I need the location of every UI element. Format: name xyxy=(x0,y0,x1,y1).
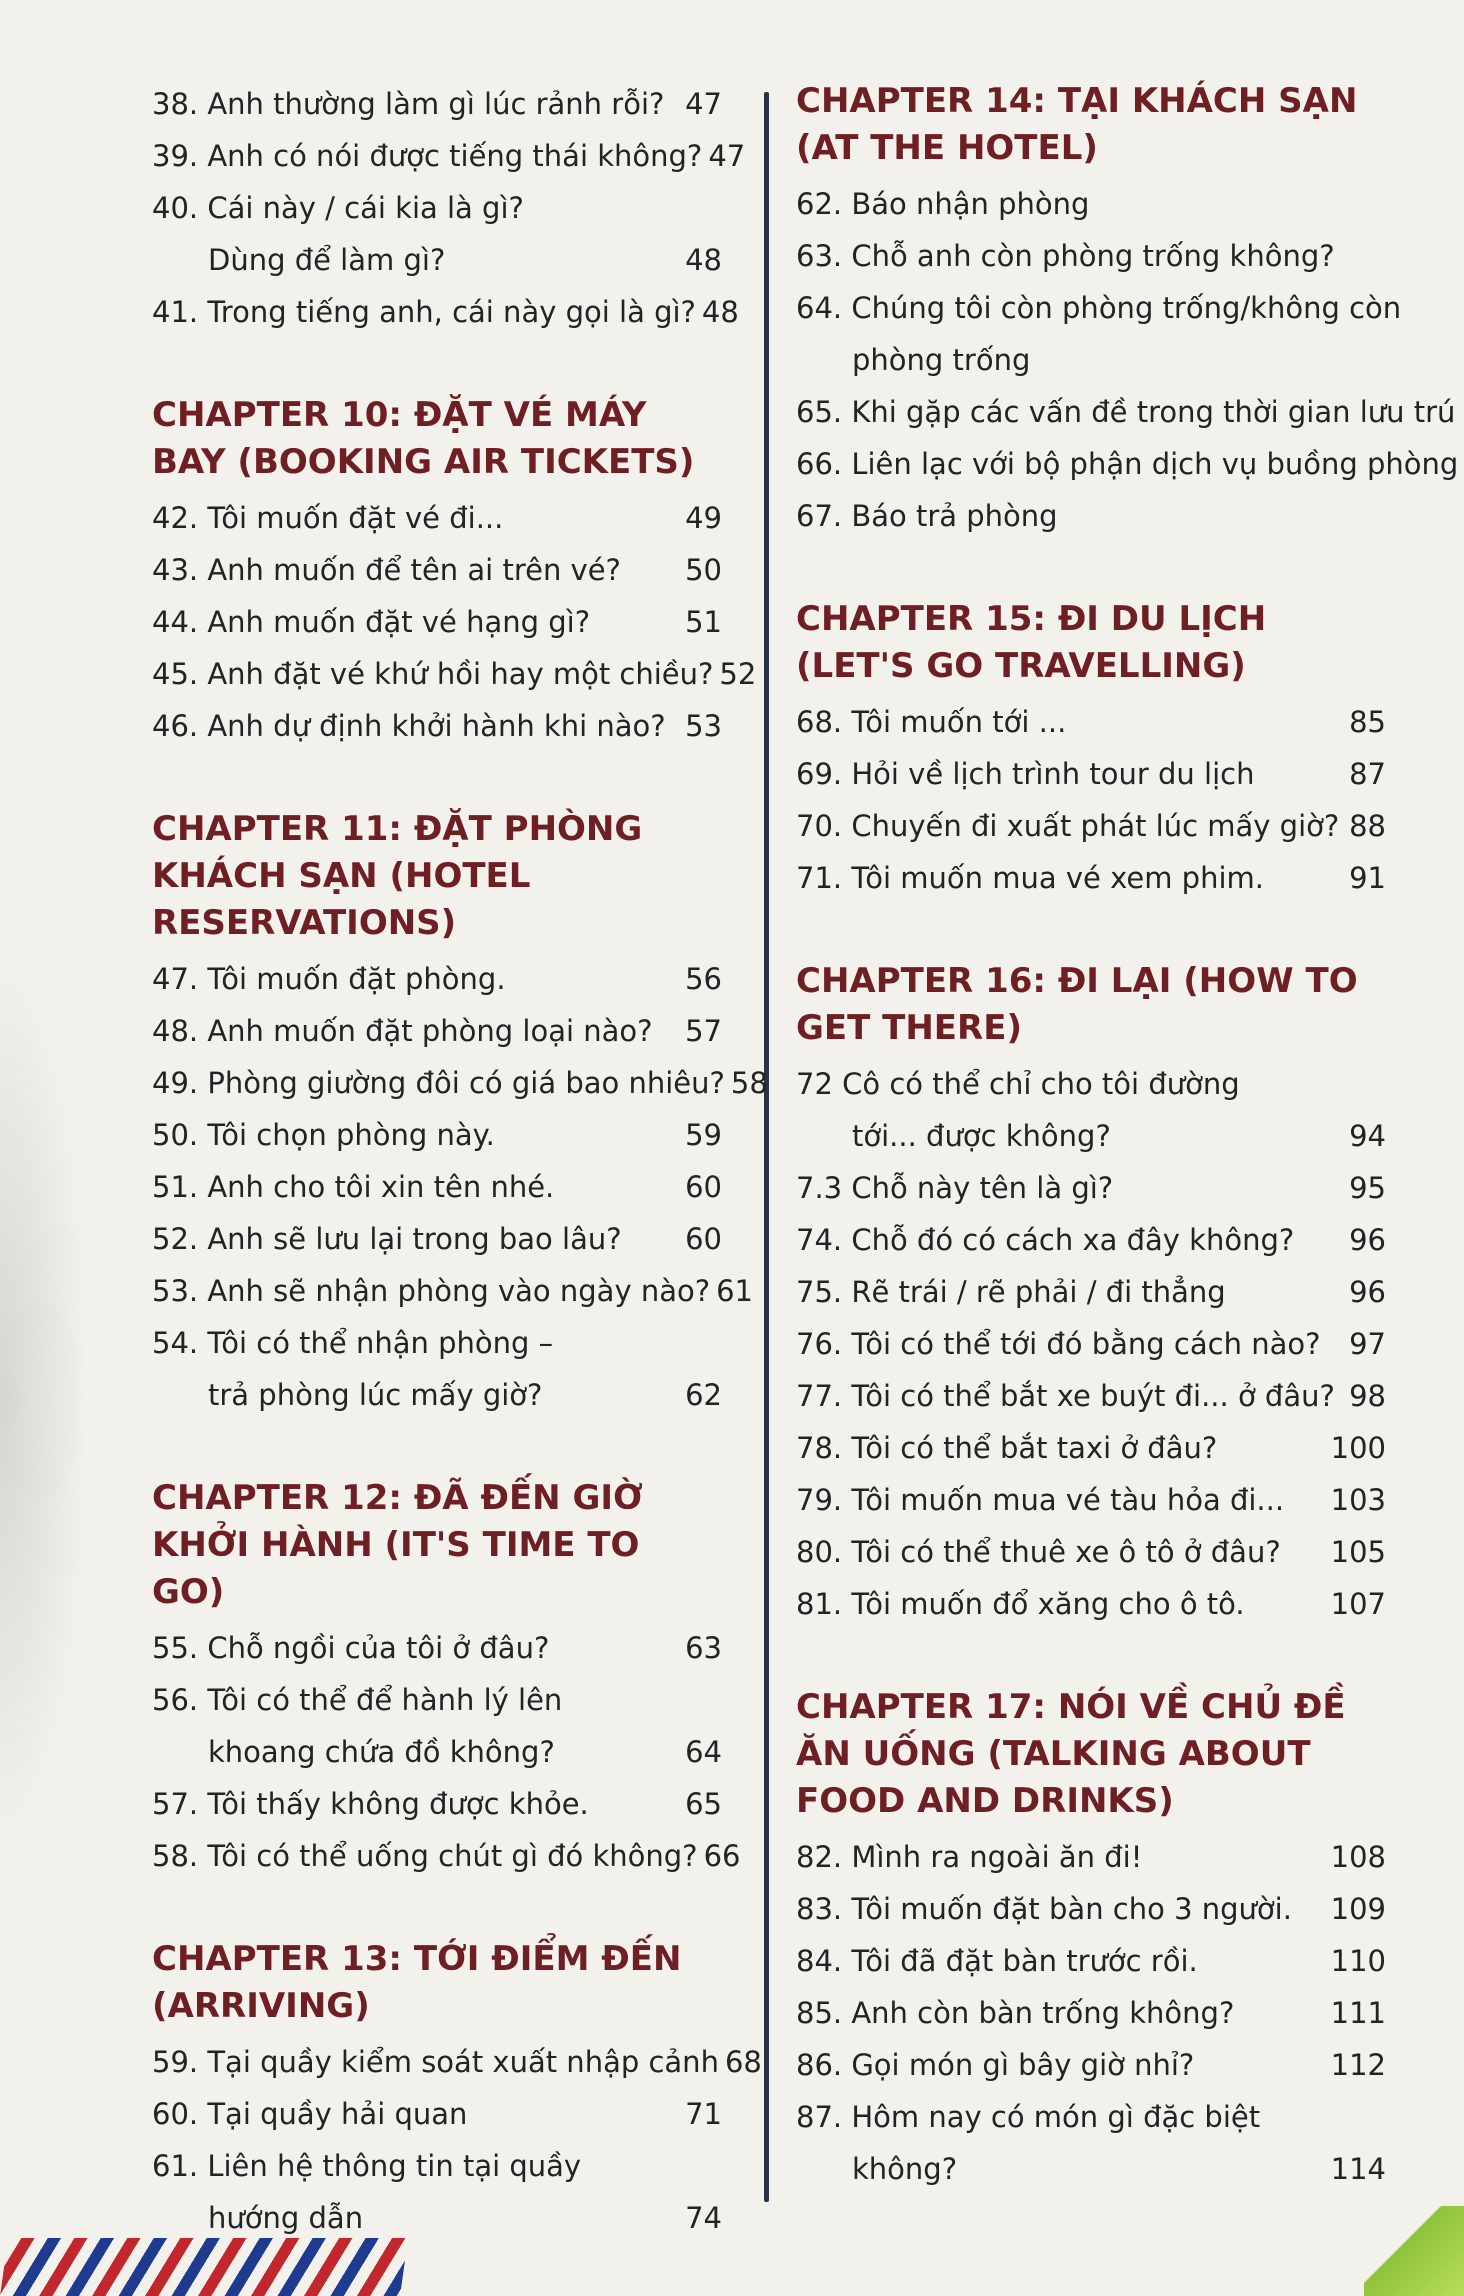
toc-entry-title: 48. Anh muốn đặt phòng loại nào? xyxy=(152,1014,653,1048)
toc-entry-title: 81. Tôi muốn đổ xăng cho ô tô. xyxy=(796,1587,1245,1621)
toc-entry[interactable] xyxy=(152,1057,768,1109)
chapter-heading: CHAPTER 10: ĐẶT VÉ MÁY BAY (BOOKING AIR TICKETS) xyxy=(152,395,695,482)
toc-entry[interactable] xyxy=(152,544,722,596)
toc-page-number xyxy=(1380,334,1386,386)
toc-entry-title-line2: khoang chứa đồ không? xyxy=(208,1735,555,1769)
toc-entry[interactable] xyxy=(152,1317,722,1421)
toc-entry-continuation xyxy=(796,1110,1386,1162)
toc-entry-continuation xyxy=(152,234,722,286)
toc-entry[interactable] xyxy=(796,748,1386,800)
toc-entry[interactable] xyxy=(796,2091,1386,2195)
toc-entry-title: 41. Trong tiếng anh, cái này gọi là gì? xyxy=(152,295,696,329)
toc-page-number: 112 xyxy=(1330,2048,1386,2082)
toc-page-number: 108 xyxy=(1330,1840,1386,1874)
toc-entry-title: 70. Chuyến đi xuất phát lúc mấy giờ? xyxy=(796,809,1340,843)
toc-page-number: 109 xyxy=(1330,1892,1386,1926)
toc-entry[interactable] xyxy=(796,1883,1386,1935)
toc-entry-title: 85. Anh còn bàn trống không? xyxy=(796,1996,1235,2030)
toc-entry[interactable] xyxy=(152,596,722,648)
section-spacer xyxy=(796,542,1386,596)
toc-page-number: 100 xyxy=(1330,1431,1386,1465)
toc-entry-continuation xyxy=(796,2143,1386,2195)
section-spacer xyxy=(152,752,722,806)
toc-entry[interactable] xyxy=(796,1214,1386,1266)
chapter-heading: CHAPTER 11: ĐẶT PHÒNG KHÁCH SẠN (HOTEL RESERVATIONS) xyxy=(152,809,643,943)
toc-entry-continuation xyxy=(796,334,1386,386)
toc-page-number: 59 xyxy=(685,1118,722,1152)
toc-entry[interactable] xyxy=(152,2140,722,2244)
toc-entry[interactable] xyxy=(152,1265,754,1317)
toc-entry[interactable] xyxy=(796,1318,1386,1370)
toc-page-number: 57 xyxy=(685,1014,722,1048)
section-spacer xyxy=(152,1882,722,1936)
toc-page-number: 96 xyxy=(1349,1275,1386,1309)
section-spacer xyxy=(152,338,722,392)
toc-entry-title: 80. Tôi có thể thuê xe ô tô ở đâu? xyxy=(796,1535,1281,1569)
toc-entry-continuation xyxy=(152,1369,722,1421)
section-spacer xyxy=(152,1421,722,1475)
toc-entry-title: 46. Anh dự định khởi hành khi nào? xyxy=(152,709,666,743)
toc-entry[interactable] xyxy=(796,282,1402,386)
toc-page-number: 64 xyxy=(685,1735,722,1769)
toc-page-number: 58 xyxy=(730,1066,768,1100)
toc-page-number: 50 xyxy=(685,553,722,587)
toc-entry[interactable] xyxy=(796,696,1386,748)
toc-entry-title: 71. Tôi muốn mua vé xem phim. xyxy=(796,861,1264,895)
toc-page-number: 61 xyxy=(716,1274,754,1308)
toc-entry[interactable] xyxy=(152,286,739,338)
toc-entry-title: 68. Tôi muốn tới ... xyxy=(796,705,1067,739)
toc-entry-title: 40. Cái này / cái kia là gì? xyxy=(152,191,524,225)
toc-page-number: 65 xyxy=(685,1787,722,1821)
toc-entry-title: 61. Liên hệ thông tin tại quầy xyxy=(152,2149,582,2183)
toc-entry[interactable] xyxy=(796,490,1386,542)
toc-page-number: 71 xyxy=(685,2097,722,2131)
toc-entry[interactable] xyxy=(796,1266,1386,1318)
toc-page-number: 105 xyxy=(1330,1535,1386,1569)
corner-decoration xyxy=(1364,2206,1464,2296)
toc-entry-title-line2: trả phòng lúc mấy giờ? xyxy=(208,1378,543,1412)
toc-entry-title-line2: không? xyxy=(852,2152,958,2186)
toc-entry-title: 54. Tôi có thể nhận phòng – xyxy=(152,1326,554,1360)
toc-entry-title: 66. Liên lạc với bộ phận dịch vụ buồng phòng xyxy=(796,447,1459,481)
toc-entry[interactable] xyxy=(152,1005,722,1057)
chapter-heading: CHAPTER 16: ĐI LẠI (HOW TO GET THERE) xyxy=(796,961,1358,1048)
toc-entry[interactable] xyxy=(796,1578,1386,1630)
chapter-heading: CHAPTER 14: TẠI KHÁCH SẠN (AT THE HOTEL) xyxy=(796,81,1358,168)
toc-entry-title: 75. Rẽ trái / rẽ phải / đi thẳng xyxy=(796,1275,1226,1309)
toc-entry[interactable] xyxy=(152,1161,722,1213)
toc-entry[interactable] xyxy=(796,1422,1386,1474)
toc-entry-title: 58. Tôi có thể uống chút gì đó không? xyxy=(152,1839,698,1873)
toc-entry[interactable] xyxy=(796,2039,1386,2091)
toc-page-number: 103 xyxy=(1330,1483,1386,1517)
toc-entry-title: 44. Anh muốn đặt vé hạng gì? xyxy=(152,605,591,639)
toc-page-number: 107 xyxy=(1330,1587,1386,1621)
toc-entry[interactable] xyxy=(152,1213,722,1265)
toc-entry[interactable] xyxy=(152,130,746,182)
toc-entry[interactable] xyxy=(796,1831,1386,1883)
toc-entry[interactable] xyxy=(152,1778,722,1830)
toc-entry-title: 86. Gọi món gì bây giờ nhỉ? xyxy=(796,2048,1195,2082)
airmail-stripe-decoration xyxy=(0,2238,408,2296)
toc-entry-title: 42. Tôi muốn đặt vé đi... xyxy=(152,501,504,535)
toc-entry-title-line2: phòng trống xyxy=(852,343,1031,377)
toc-entry-title: 47. Tôi muốn đặt phòng. xyxy=(152,962,506,996)
toc-entry[interactable] xyxy=(152,492,722,544)
toc-page-number: 51 xyxy=(685,605,722,639)
chapter-heading: CHAPTER 15: ĐI DU LỊCH (LET'S GO TRAVELLING) xyxy=(796,599,1267,686)
toc-entry[interactable] xyxy=(152,1830,741,1882)
toc-entry-title: 52. Anh sẽ lưu lại trong bao lâu? xyxy=(152,1222,622,1256)
toc-entry-continuation xyxy=(152,2192,722,2244)
section-spacer xyxy=(796,1630,1386,1684)
toc-entry-title: 56. Tôi có thể để hành lý lên xyxy=(152,1683,563,1717)
toc-page-number: 68 xyxy=(724,2045,762,2079)
toc-entry-title: 62. Báo nhận phòng xyxy=(796,187,1090,221)
toc-entry-title: 84. Tôi đã đặt bàn trước rồi. xyxy=(796,1944,1198,1978)
toc-page-number: 87 xyxy=(1349,757,1386,791)
page-edge-shadow xyxy=(0,950,90,1850)
toc-right-column xyxy=(796,78,1459,2195)
toc-page-number: 60 xyxy=(685,1170,722,1204)
toc-entry-title: 45. Anh đặt vé khứ hồi hay một chiều? xyxy=(152,657,714,691)
toc-entry-title: 50. Tôi chọn phòng này. xyxy=(152,1118,495,1152)
toc-entry-title: 55. Chỗ ngồi của tôi ở đâu? xyxy=(152,1631,550,1665)
toc-page-number: 95 xyxy=(1349,1171,1386,1205)
toc-entry-title: 59. Tại quầy kiểm soát xuất nhập cảnh xyxy=(152,2045,719,2079)
toc-page-number: 96 xyxy=(1349,1223,1386,1257)
toc-page-number: 110 xyxy=(1330,1944,1386,1978)
toc-entry-title: 74. Chỗ đó có cách xa đây không? xyxy=(796,1223,1295,1257)
toc-left-column xyxy=(152,78,768,2244)
toc-page-number: 49 xyxy=(685,501,722,535)
toc-entry-title: 78. Tôi có thể bắt taxi ở đâu? xyxy=(796,1431,1218,1465)
toc-entry-title: 63. Chỗ anh còn phòng trống không? xyxy=(796,239,1335,273)
toc-entry[interactable] xyxy=(796,800,1386,852)
toc-page-number: 48 xyxy=(685,243,722,277)
toc-entry-title: 65. Khi gặp các vấn đề trong thời gian lưu trú xyxy=(796,395,1456,429)
toc-entry[interactable] xyxy=(152,1622,722,1674)
toc-page-number: 98 xyxy=(1349,1379,1386,1413)
toc-entry[interactable] xyxy=(796,178,1386,230)
toc-entry[interactable] xyxy=(152,953,722,1005)
toc-entry-title: 72 Cô có thể chỉ cho tôi đường xyxy=(796,1067,1240,1101)
toc-entry[interactable] xyxy=(796,438,1459,490)
toc-entry-title: 51. Anh cho tôi xin tên nhé. xyxy=(152,1170,555,1204)
toc-entry-title: 60. Tại quầy hải quan xyxy=(152,2097,468,2131)
toc-entry-title: 79. Tôi muốn mua vé tàu hỏa đi... xyxy=(796,1483,1285,1517)
toc-entry[interactable] xyxy=(796,386,1456,438)
toc-entry[interactable] xyxy=(152,648,757,700)
toc-page-number: 62 xyxy=(685,1378,722,1412)
toc-entry[interactable] xyxy=(796,1162,1386,1214)
toc-entry-title: 53. Anh sẽ nhận phòng vào ngày nào? xyxy=(152,1274,711,1308)
toc-entry[interactable] xyxy=(152,1109,722,1161)
toc-page-number: 63 xyxy=(685,1631,722,1665)
toc-entry-title: 43. Anh muốn để tên ai trên vé? xyxy=(152,553,621,587)
toc-page-number: 60 xyxy=(685,1222,722,1256)
toc-entry-title: 87. Hôm nay có món gì đặc biệt xyxy=(796,2100,1261,2134)
toc-page-number: 97 xyxy=(1349,1327,1386,1361)
toc-entry[interactable] xyxy=(796,1474,1386,1526)
toc-entry[interactable] xyxy=(152,78,722,130)
toc-entry-title: 67. Báo trả phòng xyxy=(796,499,1058,533)
toc-page-number: 47 xyxy=(685,87,722,121)
toc-page-number: 85 xyxy=(1349,705,1386,739)
toc-entry[interactable] xyxy=(796,1987,1386,2039)
toc-entry-title: 57. Tôi thấy không được khỏe. xyxy=(152,1787,589,1821)
toc-entry-title: 83. Tôi muốn đặt bàn cho 3 người. xyxy=(796,1892,1292,1926)
chapter-heading: CHAPTER 12: ĐÃ ĐẾN GIỜ KHỞI HÀNH (IT'S TIME TO GO) xyxy=(152,1478,643,1612)
toc-page-number: 56 xyxy=(685,962,722,996)
toc-page-number: 91 xyxy=(1349,861,1386,895)
toc-page-number: 53 xyxy=(685,709,722,743)
toc-entry[interactable] xyxy=(796,1370,1386,1422)
toc-entry[interactable] xyxy=(152,700,722,752)
toc-entry-title: 7.3 Chỗ này tên là gì? xyxy=(796,1171,1114,1205)
toc-entry[interactable] xyxy=(796,1058,1386,1162)
column-divider xyxy=(764,92,769,2202)
toc-page-number: 66 xyxy=(703,1839,741,1873)
toc-entry[interactable] xyxy=(796,852,1386,904)
toc-entry-title: 69. Hỏi về lịch trình tour du lịch xyxy=(796,757,1255,791)
toc-entry-title: 82. Mình ra ngoài ăn đi! xyxy=(796,1840,1143,1874)
section-spacer xyxy=(796,904,1386,958)
toc-page-number: 88 xyxy=(1349,809,1386,843)
toc-page-number: 74 xyxy=(685,2201,722,2235)
toc-entry-title: 39. Anh có nói được tiếng thái không? xyxy=(152,139,703,173)
toc-entry-continuation xyxy=(152,1726,722,1778)
toc-entry-title: 38. Anh thường làm gì lúc rảnh rỗi? xyxy=(152,87,665,121)
toc-entry-title: 77. Tôi có thể bắt xe buýt đi... ở đâu? xyxy=(796,1379,1335,1413)
toc-entry-title-line2: tới... được không? xyxy=(852,1119,1111,1153)
toc-entry[interactable] xyxy=(152,1674,722,1778)
toc-page-number: 48 xyxy=(701,295,739,329)
toc-entry-title-line2: Dùng để làm gì? xyxy=(208,243,446,277)
toc-page-number: 114 xyxy=(1330,2152,1386,2186)
toc-page-number: 47 xyxy=(708,139,746,173)
toc-entry-title: 49. Phòng giường đôi có giá bao nhiêu? xyxy=(152,1066,725,1100)
toc-entry[interactable] xyxy=(152,2088,722,2140)
toc-page-number: 111 xyxy=(1330,1996,1386,2030)
chapter-heading: CHAPTER 17: NÓI VỀ CHỦ ĐỀ ĂN UỐNG (TALKING ABOUT FOOD AND DRINKS) xyxy=(796,1687,1346,1821)
toc-entry[interactable] xyxy=(796,1526,1386,1578)
toc-entry[interactable] xyxy=(152,2036,762,2088)
toc-page-number: 52 xyxy=(719,657,757,691)
toc-page-number: 94 xyxy=(1349,1119,1386,1153)
toc-entry-title-line2: hướng dẫn xyxy=(208,2201,364,2235)
toc-entry[interactable] xyxy=(152,182,722,286)
toc-entry-title: 76. Tôi có thể tới đó bằng cách nào? xyxy=(796,1327,1321,1361)
toc-entry[interactable] xyxy=(796,1935,1386,1987)
toc-entry-title: 64. Chúng tôi còn phòng trống/không còn xyxy=(796,291,1402,325)
toc-entry[interactable] xyxy=(796,230,1386,282)
chapter-heading: CHAPTER 13: TỚI ĐIỂM ĐẾN (ARRIVING) xyxy=(152,1939,682,2026)
